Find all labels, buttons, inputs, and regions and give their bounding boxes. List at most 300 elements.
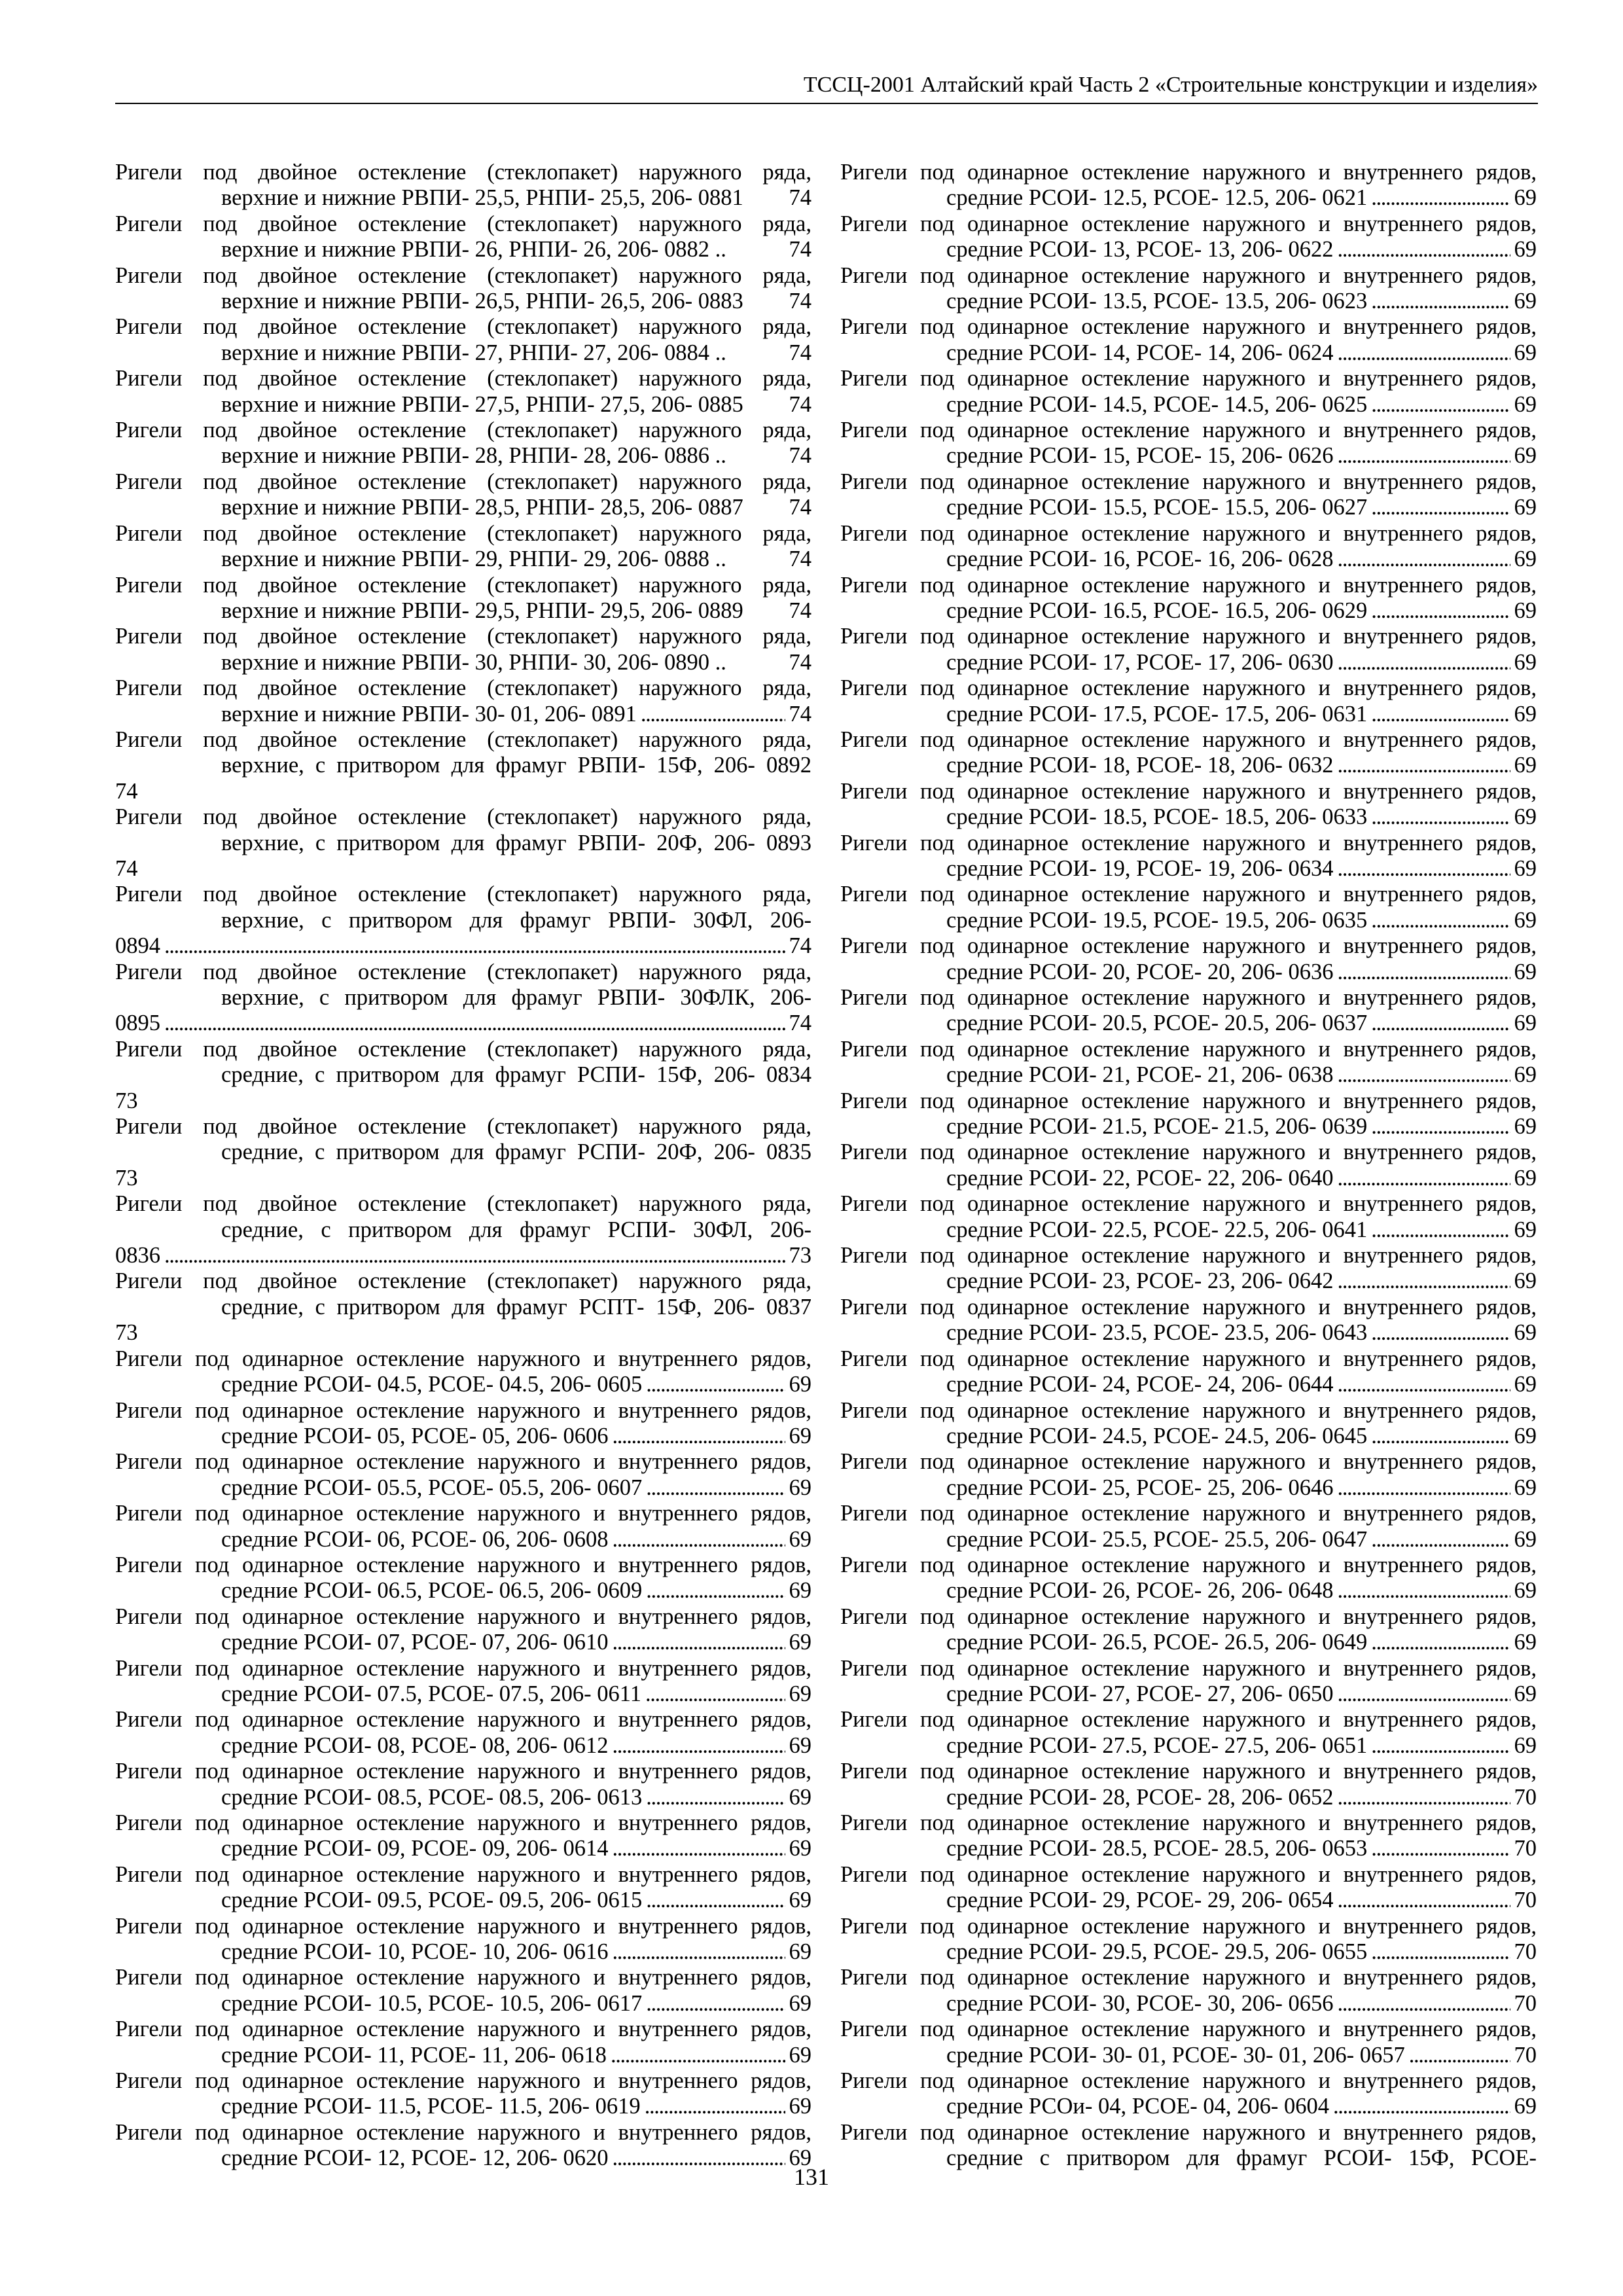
dot-leader: [613, 1836, 785, 1861]
index-entry: [840, 1191, 1537, 1243]
entry-line: [115, 1836, 812, 1861]
entry-line: [840, 1939, 1537, 1965]
entry-designation: средние РСОИ- 11.5, РСОЕ- 11.5, 206- 0619: [221, 2094, 641, 2119]
entry-line: [115, 650, 812, 675]
entry-title: Ригели под одинарное остекление наружного и внутреннего рядов,: [840, 1294, 1537, 1319]
dot-leader: [1338, 1888, 1510, 1913]
entry-title: Ригели под одинарное остекление наружного и внутреннего рядов,: [840, 418, 1537, 443]
entry-line: [115, 340, 812, 366]
entry-title: Ригели под одинарное остекление наружного и внутреннего рядов,: [840, 1861, 1537, 1887]
entry-designation: средние РСОИ- 07.5, РСОЕ- 07.5, 206- 0611: [221, 1681, 641, 1706]
index-entry: [840, 1088, 1537, 1140]
index-entry: [840, 1449, 1537, 1501]
dot-leader: [1338, 856, 1510, 882]
entry-designation: средние, с притвором для фрамуг РСПИ- 15Ф, 206- 0834: [221, 1062, 812, 1088]
entry-title: Ригели под одинарное остекление наружного и внутреннего рядов,: [840, 1913, 1537, 1939]
entry-designation: средние РСОИ- 29.5, РСОЕ- 29.5, 206- 0655: [946, 1939, 1368, 1965]
entry-page-ref: 69: [1514, 495, 1537, 520]
entry-line: [840, 1785, 1537, 1810]
dot-leader: [1338, 1991, 1510, 2017]
entry-title: Ригели под одинарное остекление наружного и внутреннего рядов,: [115, 2119, 812, 2145]
entry-designation-cont: 0895: [115, 1011, 160, 1036]
entry-designation: средние РСОИ- 13.5, РСОЕ- 13.5, 206- 0623: [946, 289, 1368, 314]
index-entry: [115, 1862, 812, 1914]
entry-title: Ригели под одинарное остекление наружного и внутреннего рядов,: [840, 624, 1537, 649]
entry-page-ref: 70: [1514, 1836, 1537, 1861]
entry-title: Ригели под одинарное остекление наружного и внутреннего рядов,: [840, 572, 1537, 598]
entry-designation: средние РСОИ- 13, РСОЕ- 13, 206- 0622: [946, 237, 1334, 262]
running-header: [115, 70, 1538, 104]
entry-line: [115, 1011, 812, 1036]
index-entry: [840, 211, 1537, 263]
entry-page-ref: 74: [789, 933, 812, 959]
entry-title: Ригели под одинарное остекление наружного и внутреннего рядов,: [840, 262, 1537, 288]
entry-title: Ригели под двойное остекление (стеклопакет) наружного ряда,: [115, 314, 812, 340]
dot-leader: [1338, 1475, 1510, 1501]
index-entry: [840, 882, 1537, 933]
index-entry: [115, 1037, 812, 1114]
dot-leader: [1371, 495, 1510, 520]
index-entry: [840, 2068, 1537, 2120]
entry-designation: верхние и нижние РВПИ- 28, РНПИ- 28, 206- 0886 ..: [221, 443, 726, 469]
entry-page-ref: 69: [1514, 1423, 1537, 1448]
entry-page-ref: 69: [789, 1475, 812, 1500]
entry-page-ref: 69: [789, 1423, 812, 1448]
entry-line: [115, 1681, 812, 1707]
entry-title: Ригели под одинарное остекление наружного и внутреннего рядов,: [840, 366, 1537, 391]
entry-title: Ригели под одинарное остекление наружного и внутреннего рядов,: [840, 1191, 1537, 1217]
index-entry: [115, 1114, 812, 1191]
entry-designation: средние РСОИ- 20, РСОЕ- 20, 206- 0636: [946, 959, 1334, 984]
entry-title: Ригели под одинарное остекление наружного и внутреннего рядов,: [840, 1139, 1537, 1165]
index-entry: [840, 624, 1537, 675]
dot-leader: [646, 1888, 785, 1913]
entry-page-ref: 69: [1514, 804, 1537, 830]
dot-leader: [1338, 547, 1510, 572]
entry-designation: верхние и нижние РВПИ- 25,5, РНПИ- 25,5, 206- 0881: [221, 185, 743, 211]
entry-page-ref: 70: [1514, 1888, 1537, 1913]
entry-title: Ригели под одинарное остекление наружного и внутреннего рядов,: [840, 1810, 1537, 1835]
dot-leader: [613, 1733, 785, 1759]
entry-designation: средние РСОИ- 06, РСОЕ- 06, 206- 0608: [221, 1526, 609, 1552]
entry-page-ref: 74: [789, 1011, 812, 1036]
entry-designation: средние РСОИ- 18.5, РСОЕ- 18.5, 206- 0633: [946, 804, 1368, 830]
dot-leader: [1371, 1836, 1510, 1861]
entry-designation: средние РСОИ- 27, РСОЕ- 27, 206- 0650: [946, 1681, 1334, 1706]
entry-line: [840, 495, 1537, 520]
entry-page-ref: 69: [1514, 443, 1537, 469]
entry-title: Ригели под одинарное остекление наружного и внутреннего рядов,: [115, 1346, 812, 1371]
entry-title: Ригели под двойное остекление (стеклопакет) наружного ряда,: [115, 520, 812, 546]
entry-page-ref: 69: [789, 1784, 812, 1810]
dot-leader: [1371, 392, 1510, 418]
entry-page-ref: 69: [1514, 1578, 1537, 1604]
entry-line: [115, 547, 812, 572]
entry-page-ref: 70: [1514, 1990, 1537, 2016]
entry-designation: верхние и нижние РВПИ- 28,5, РНПИ- 28,5, 206- 0887: [221, 495, 743, 520]
dot-leader: [1338, 340, 1510, 366]
entry-title: Ригели под одинарное остекление наружного и внутреннего рядов,: [115, 1861, 812, 1887]
entry-line: [840, 960, 1537, 985]
entry-page-ref: 69: [1514, 1475, 1537, 1500]
entry-page-ref: 74: [789, 237, 812, 262]
entry-line: [840, 340, 1537, 366]
dot-leader: [1338, 1681, 1510, 1707]
dot-leader: [611, 2043, 785, 2068]
dot-leader: [1371, 1527, 1510, 1552]
entry-title: Ригели под двойное остекление (стеклопакет) наружного ряда,: [115, 418, 812, 443]
entry-page-ref: 69: [789, 1630, 812, 1655]
entry-title: Ригели под одинарное остекление наружного и внутреннего рядов,: [840, 2068, 1537, 2094]
dot-leader: [1371, 804, 1510, 830]
entry-line: [840, 1527, 1537, 1552]
entry-page-ref: 69: [1514, 1320, 1537, 1346]
index-entry: [840, 1656, 1537, 1708]
entry-title: Ригели под одинарное остекление наружного и внутреннего рядов,: [840, 520, 1537, 546]
entry-line: [115, 1785, 812, 1810]
entry-line: [115, 702, 812, 727]
entry-page-ref: 69: [1514, 237, 1537, 262]
page-number: 131: [794, 2164, 829, 2190]
entry-line: [840, 650, 1537, 675]
entry-title: Ригели под двойное остекление (стеклопакет) наружного ряда,: [115, 1191, 812, 1217]
entry-page-ref: 74: [789, 289, 812, 314]
entry-line: [840, 547, 1537, 572]
dot-leader: [164, 1243, 785, 1268]
dot-leader: [1371, 908, 1510, 933]
entry-designation: средние, с притвором для фрамуг РСПИ- 30ФЛ, 206-: [221, 1217, 812, 1242]
entry-title: Ригели под одинарное остекление наружного и внутреннего рядов,: [115, 2017, 812, 2042]
dot-leader: [1371, 702, 1510, 727]
entry-line: [115, 1243, 812, 1268]
entry-page-ref: 69: [1514, 1732, 1537, 1758]
index-entry: [840, 831, 1537, 882]
entry-designation: средние РСОИ- 22.5, РСОЕ- 22.5, 206- 0641: [946, 1217, 1368, 1242]
entry-line: [115, 1372, 812, 1397]
index-entry: [115, 1810, 812, 1862]
dot-leader: [1338, 1268, 1510, 1294]
dot-leader: [1338, 1372, 1510, 1397]
entry-page-ref: 70: [1514, 1784, 1537, 1810]
index-entry: [115, 1268, 812, 1346]
entry-line: [840, 1011, 1537, 1036]
entry-page-ref: 69: [1514, 547, 1537, 572]
entry-line: [840, 2094, 1537, 2119]
index-entry: [115, 418, 812, 469]
entry-line: [115, 1939, 812, 1965]
entry-designation: средние РСОИ- 27.5, РСОЕ- 27.5, 206- 0651: [946, 1732, 1368, 1758]
entry-title: Ригели под двойное остекление (стеклопакет) наружного ряда,: [115, 211, 812, 236]
entry-designation: средние РСОИ- 05, РСОЕ- 05, 206- 0606: [221, 1423, 609, 1448]
entry-line: [840, 1888, 1537, 1913]
entry-title: Ригели под одинарное остекление наружного и внутреннего рядов,: [840, 1707, 1537, 1732]
entry-title: Ригели под одинарное остекление наружного и внутреннего рядов,: [115, 2068, 812, 2094]
entry-page-ref: 69: [1514, 1526, 1537, 1552]
entry-designation: средние РСОИ- 17.5, РСОЕ- 17.5, 206- 0631: [946, 701, 1368, 726]
entry-page-ref: 69: [1514, 1114, 1537, 1139]
entry-title: Ригели под одинарное остекление наружного и внутреннего рядов,: [840, 2119, 1537, 2145]
entry-title: Ригели под одинарное остекление наружного и внутреннего рядов,: [115, 1501, 812, 1526]
entry-title: Ригели под одинарное остекление наружного и внутреннего рядов,: [115, 1913, 812, 1939]
index-entry: [115, 573, 812, 624]
index-entry: [840, 933, 1537, 985]
index-entry: [115, 624, 812, 675]
entry-line: [840, 1578, 1537, 1604]
entry-designation: средние РСОИ- 12, РСОЕ- 12, 206- 0620: [221, 2145, 609, 2171]
entry-title: Ригели под одинарное остекление наружного и внутреннего рядов,: [840, 675, 1537, 701]
entry-designation: средние РСОИ- 16, РСОЕ- 16, 206- 0628: [946, 547, 1334, 572]
entry-page-ref: 74: [789, 495, 812, 520]
index-entry: [115, 160, 812, 211]
entry-line: [840, 1681, 1537, 1707]
entry-designation: средние РСОИ- 21, РСОЕ- 21, 206- 0638: [946, 1062, 1334, 1088]
entry-line: [840, 2043, 1537, 2068]
entry-line: [840, 1424, 1537, 1449]
entry-line: [840, 1836, 1537, 1861]
entry-line: [840, 804, 1537, 830]
entry-title: Ригели под одинарное остекление наружного и внутреннего рядов,: [840, 1501, 1537, 1526]
entry-designation: средние РСОИ- 16.5, РСОЕ- 16.5, 206- 0629: [946, 598, 1368, 623]
index-entry: [115, 1501, 812, 1552]
index-entry: [840, 1914, 1537, 1965]
entry-page-ref: 74: [789, 185, 812, 211]
index-entry: [840, 1810, 1537, 1862]
entry-line: [840, 1166, 1537, 1191]
dot-leader: [613, 1424, 785, 1449]
entry-page-ref: 69: [1514, 1011, 1537, 1036]
dot-leader: [613, 1939, 785, 1965]
entry-line: [840, 1320, 1537, 1346]
dot-leader: [1371, 1011, 1510, 1036]
entry-page-ref: 69: [1514, 753, 1537, 778]
entry-line: [840, 1733, 1537, 1759]
entry-page-ref: 70: [1514, 2042, 1537, 2068]
index-entry: [115, 1656, 812, 1708]
entry-line: [115, 598, 812, 624]
index-entry: [115, 211, 812, 263]
index-column-left: [115, 160, 812, 2172]
entry-line: [115, 1424, 812, 1449]
entry-designation: верхние и нижние РВПИ- 29,5, РНПИ- 29,5, 206- 0889: [221, 598, 743, 623]
entry-line: [840, 908, 1537, 933]
header-title: ТССЦ-2001 Алтайский край Часть 2 «Строительные конструкции и изделия»: [803, 73, 1538, 97]
entry-line: [115, 495, 812, 520]
entry-title: Ригели под двойное остекление (стеклопакет) наружного ряда,: [115, 675, 812, 701]
entry-title: Ригели под одинарное остекление наружного и внутреннего рядов,: [840, 985, 1537, 1010]
entry-designation: средние РСОИ- 26.5, РСОЕ- 26.5, 206- 0649: [946, 1630, 1368, 1655]
entry-page-ref: 73: [789, 1243, 812, 1268]
entry-designation: верхние и нижние РВПИ- 26, РНПИ- 26, 206- 0882 ..: [221, 237, 726, 262]
entry-title: Ригели под одинарное остекление наружного и внутреннего рядов,: [840, 1552, 1537, 1577]
entry-page-ref: 74: [789, 701, 812, 726]
entry-page-ref: 74: [115, 855, 138, 881]
entry-title: Ригели под двойное остекление (стеклопакет) наружного ряда,: [115, 726, 812, 752]
entry-page-ref: 69: [789, 1372, 812, 1397]
entry-page-ref: 69: [789, 2145, 812, 2171]
index-entry: [115, 1914, 812, 1965]
entry-title: Ригели под одинарное остекление наружного и внутреннего рядов,: [840, 1449, 1537, 1475]
index-entry: [115, 469, 812, 521]
entry-line: [840, 392, 1537, 418]
entry-line: [840, 237, 1537, 262]
entry-designation: верхние, с притвором для фрамуг РВПИ- 30ФЛ, 206-: [221, 907, 812, 933]
entry-designation: средние с притвором для фрамуг РСОИ- 15Ф, РСОЕ-: [946, 2145, 1537, 2171]
entry-page-ref: 74: [115, 778, 138, 804]
entry-line: [115, 1578, 812, 1604]
entry-page-ref: 69: [1514, 1165, 1537, 1191]
entry-page-ref: 73: [115, 1088, 138, 1113]
entry-line: [115, 1630, 812, 1655]
index-entry: [115, 1191, 812, 1268]
entry-title: Ригели под одинарное остекление наружного и внутреннего рядов,: [840, 830, 1537, 855]
entry-title: Ригели под одинарное остекление наружного и внутреннего рядов,: [840, 160, 1537, 185]
entry-title: Ригели под одинарное остекление наружного и внутреннего рядов,: [840, 2017, 1537, 2042]
entry-designation: средние РСОИ- 10, РСОЕ- 10, 206- 0616: [221, 1939, 609, 1965]
entry-page-ref: 70: [1514, 1939, 1537, 1965]
entry-designation: средние РСОИ- 19.5, РСОЕ- 19.5, 206- 0635: [946, 907, 1368, 933]
index-entry: [840, 521, 1537, 573]
dot-leader: [645, 2094, 785, 2119]
entry-line: [840, 1062, 1537, 1088]
index-entry: [840, 985, 1537, 1037]
entry-designation: верхние и нижние РВПИ- 27,5, РНПИ- 27,5, 206- 0885: [221, 391, 743, 417]
entry-page-ref: 69: [789, 1939, 812, 1965]
entry-designation: средние РСОИ- 25.5, РСОЕ- 25.5, 206- 0647: [946, 1526, 1368, 1552]
index-entry: [115, 727, 812, 804]
entry-line: [115, 2094, 812, 2119]
entry-title: Ригели под одинарное остекление наружного и внутреннего рядов,: [840, 1397, 1537, 1423]
entry-designation-cont: 0836: [115, 1243, 160, 1268]
entry-page-ref: 73: [115, 1165, 138, 1191]
entry-designation: средние РСОИ- 14.5, РСОЕ- 14.5, 206- 0625: [946, 391, 1368, 417]
entry-designation: средние РСОИ- 21.5, РСОЕ- 21.5, 206- 0639: [946, 1114, 1368, 1139]
entry-title: Ригели под двойное остекление (стеклопакет) наружного ряда,: [115, 959, 812, 984]
index-entry: [115, 1346, 812, 1398]
entry-page-ref: 69: [1514, 1630, 1537, 1655]
entry-title: Ригели под двойное остекление (стеклопакет) наружного ряда,: [115, 804, 812, 830]
entry-designation: верхние, с притвором для фрамуг РВПИ- 30ФЛК, 206-: [221, 985, 812, 1010]
entry-page-ref: 69: [1514, 1217, 1537, 1242]
entry-designation: средние РСОИ- 09.5, РСОЕ- 09.5, 206- 0615: [221, 1888, 643, 1913]
index-entry: [115, 1552, 812, 1604]
entry-designation: верхние и нижние РВПИ- 30- 01, 206- 0891: [221, 701, 637, 726]
dot-leader: [1371, 1733, 1510, 1759]
entry-title: Ригели под одинарное остекление наружного и внутреннего рядов,: [840, 211, 1537, 236]
entry-designation: средние РСОИ- 17, РСОЕ- 17, 206- 0630: [946, 649, 1334, 675]
dot-leader: [646, 1785, 785, 1810]
entry-title: Ригели под одинарное остекление наружного и внутреннего рядов,: [115, 1965, 812, 1990]
entry-line: [115, 443, 812, 469]
entry-line: [840, 1630, 1537, 1655]
index-entry: [115, 675, 812, 727]
entry-title: Ригели под одинарное остекление наружного и внутреннего рядов,: [840, 1088, 1537, 1113]
dot-leader: [1338, 1062, 1510, 1088]
dot-leader: [1371, 1217, 1510, 1243]
index-entry: [840, 263, 1537, 315]
entry-title: Ригели под двойное остекление (стеклопакет) наружного ряда,: [115, 160, 812, 185]
entry-designation: верхние и нижние РВПИ- 30, РНПИ- 30, 206- 0890 ..: [221, 649, 726, 675]
dot-leader: [1371, 1630, 1510, 1655]
entry-line: [840, 1268, 1537, 1294]
entry-line: [840, 1475, 1537, 1501]
index-entry: [840, 1862, 1537, 1914]
entry-designation: средние РСОИ- 05.5, РСОЕ- 05.5, 206- 0607: [221, 1475, 643, 1500]
entry-page-ref: 74: [789, 391, 812, 417]
entry-line: [115, 237, 812, 262]
entry-title: Ригели под одинарное остекление наружного и внутреннего рядов,: [840, 726, 1537, 752]
entry-designation: средние РСОИ- 14, РСОЕ- 14, 206- 0624: [946, 340, 1334, 365]
entry-designation: средние РСОИ- 30, РСОЕ- 30, 206- 0656: [946, 1990, 1334, 2016]
index-entry: [840, 1604, 1537, 1656]
entry-title: Ригели под двойное остекление (стеклопакет) наружного ряда,: [115, 469, 812, 494]
index-entry: [115, 1398, 812, 1450]
index-entry: [115, 263, 812, 315]
entry-title: Ригели под двойное остекление (стеклопакет) наружного ряда,: [115, 1268, 812, 1294]
index-entry: [840, 779, 1537, 831]
entry-designation: средние РСОИ- 28, РСОЕ- 28, 206- 0652: [946, 1784, 1334, 1810]
entry-designation: верхние и нижние РВПИ- 29, РНПИ- 29, 206- 0888 ..: [221, 547, 726, 572]
entry-page-ref: 69: [1514, 340, 1537, 365]
dot-leader: [646, 1578, 785, 1604]
entry-line: [115, 2043, 812, 2068]
entry-page-ref: 69: [789, 2042, 812, 2068]
dot-leader: [646, 1991, 785, 2017]
dot-leader: [613, 1630, 785, 1655]
dot-leader: [1338, 237, 1510, 262]
index-entry: [115, 960, 812, 1037]
index-entry: [840, 1243, 1537, 1295]
entry-page-ref: 69: [1514, 1681, 1537, 1706]
index-entry: [840, 1295, 1537, 1346]
entry-page-ref: 69: [789, 1578, 812, 1604]
index-entry: [840, 469, 1537, 521]
index-entry: [840, 1346, 1537, 1398]
entry-page-ref: 69: [1514, 701, 1537, 726]
dot-leader: [1338, 960, 1510, 985]
dot-leader: [645, 1681, 785, 1707]
entry-page-ref: 74: [789, 443, 812, 469]
dot-leader: [1371, 1114, 1510, 1139]
entry-page-ref: 69: [1514, 649, 1537, 675]
entry-designation: средние РСОИ- 19, РСОЕ- 19, 206- 0634: [946, 855, 1334, 881]
entry-designation: средние РСОИ- 08.5, РСОЕ- 08.5, 206- 0613: [221, 1784, 643, 1810]
entry-page-ref: 69: [1514, 391, 1537, 417]
entry-page-ref: 74: [789, 649, 812, 675]
entry-designation: средние РСОИ- 10.5, РСОЕ- 10.5, 206- 0617: [221, 1990, 643, 2016]
entry-designation: средние РСОИ- 15.5, РСОЕ- 15.5, 206- 0627: [946, 495, 1368, 520]
entry-line: [115, 1888, 812, 1913]
entry-designation: средние РСОИ- 06.5, РСОЕ- 06.5, 206- 0609: [221, 1578, 643, 1604]
entry-title: Ригели под одинарное остекление наружного и внутреннего рядов,: [840, 1604, 1537, 1629]
dot-leader: [164, 933, 785, 959]
entry-designation: средние РСОИ- 24.5, РСОЕ- 24.5, 206- 0645: [946, 1423, 1368, 1448]
entry-title: Ригели под одинарное остекление наружного и внутреннего рядов,: [115, 1759, 812, 1784]
entry-title: Ригели под одинарное остекление наружного и внутреннего рядов,: [840, 1655, 1537, 1681]
index-entry: [115, 804, 812, 882]
index-entry: [115, 1965, 812, 2017]
index-entry: [115, 1449, 812, 1501]
index-entry: [840, 160, 1537, 211]
entry-designation: средние РСОи- 04, РСОЕ- 04, 206- 0604: [946, 2094, 1330, 2119]
entry-designation: средние РСОИ- 29, РСОЕ- 29, 206- 0654: [946, 1888, 1334, 1913]
entry-page-ref: 69: [789, 1990, 812, 2016]
entry-page-ref: 69: [1514, 907, 1537, 933]
entry-title: Ригели под двойное остекление (стеклопакет) наружного ряда,: [115, 262, 812, 288]
entry-designation: средние РСОИ- 08, РСОЕ- 08, 206- 0612: [221, 1732, 609, 1758]
entry-line: [840, 289, 1537, 314]
index-entry: [115, 314, 812, 366]
entry-title: Ригели под одинарное остекление наружного и внутреннего рядов,: [115, 1397, 812, 1423]
